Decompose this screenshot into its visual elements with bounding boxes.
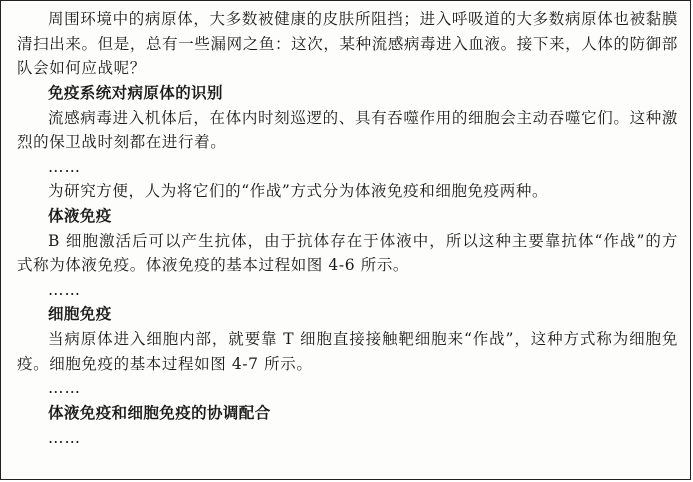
heading-cellular-immunity: 细胞免疫	[48, 305, 112, 323]
intro-paragraph: 周围环境中的病原体，大多数被健康的皮肤所阻挡；进入呼吸道的大多数病原体也被黏膜清扫出来。但是，总有一些漏网之鱼：这次，某种流感病毒进入血液。接下来，人体的防御部队会如何应战呢？	[17, 10, 678, 77]
heading-coordination: 体液免疫和细胞免疫的协调配合	[48, 403, 271, 422]
ellipsis-1: ……	[48, 157, 81, 176]
heading-humoral-immunity: 体液免疫	[48, 206, 112, 225]
ellipsis-3: ……	[48, 379, 81, 397]
paragraph-humoral-immunity: B 细胞激活后可以产生抗体，由于抗体存在于体液中，所以这种主要靠抗体“作战”的方式称为体液免疫。体液免疫的基本过程如图 4-6 所示。	[17, 231, 678, 274]
ellipsis-2: ……	[48, 280, 81, 299]
ellipsis-4: ……	[48, 428, 81, 447]
paragraph-cellular-immunity: 当病原体进入细胞内部，就要靠 T 细胞直接接触靶细胞来“作战”，这种方式称为细胞免疫。细胞免疫的基本过程如图 4-7 所示。	[17, 330, 678, 373]
paragraph-two-types: 为研究方便，人为将它们的“作战”方式分为体液免疫和细胞免疫两种。	[48, 182, 549, 200]
paragraph-flu-virus: 流感病毒进入机体后，在体内时刻巡逻的、具有吞噬作用的细胞会主动吞噬它们。这种激烈的保卫战时刻都在进行着。	[17, 108, 678, 151]
heading-pathogen-recognition: 免疫系统对病原体的识别	[48, 83, 223, 102]
